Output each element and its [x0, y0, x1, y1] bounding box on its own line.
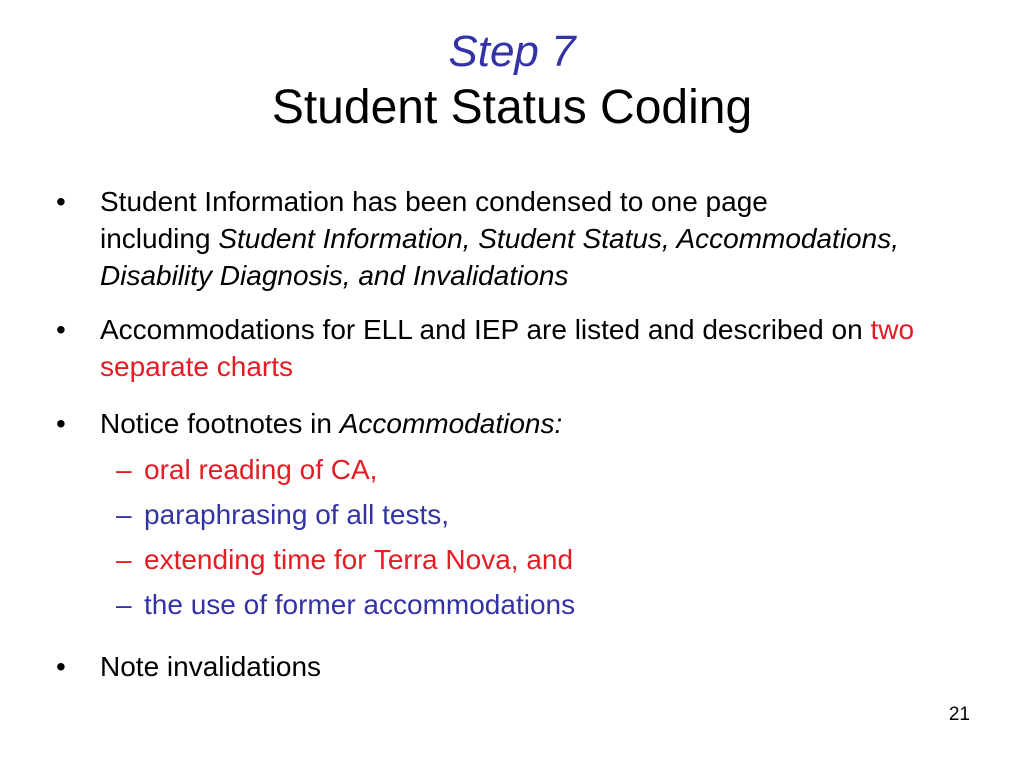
- bullet-item-footnotes: [56, 405, 986, 442]
- sub-item-oral-reading: [100, 447, 986, 492]
- sub-item-text: extending time for Terra Nova, and: [144, 544, 574, 575]
- bullet-item-student-information: [56, 183, 986, 294]
- footnote-sublist: [56, 447, 986, 627]
- sub-item-paraphrasing: [100, 492, 986, 537]
- title-step: Step 7: [448, 27, 576, 76]
- bullet-item-accommodations: [56, 311, 986, 385]
- title-main: Student Status Coding: [271, 81, 753, 134]
- sub-item-text: the use of former accommodations: [144, 589, 576, 620]
- slide-title: [0, 26, 1024, 138]
- sub-item-extending-time: [100, 537, 986, 582]
- sub-item-text: paraphrasing of all tests,: [144, 499, 450, 530]
- bullet-text-italic: Accommodations:: [339, 408, 563, 439]
- sub-item-former-accommodations: [100, 582, 986, 627]
- bullet-text-italic: Student Information, Student Status, Accommodations, Disability Diagnosis, and Invalidations: [100, 223, 899, 291]
- bullet-text: Student Information has been condensed to one page: [100, 186, 768, 217]
- sub-marker: –: [116, 499, 132, 530]
- bullet-marker: •: [56, 651, 66, 682]
- sub-marker: –: [116, 544, 132, 575]
- bullet-marker: •: [56, 408, 66, 439]
- bullet-text: Accommodations for ELL and IEP are listed and described on: [100, 314, 871, 345]
- bullet-list: [56, 183, 986, 685]
- bullet-item-invalidations: [56, 648, 986, 685]
- sub-marker: –: [116, 454, 132, 485]
- bullet-text: Note invalidations: [100, 651, 322, 682]
- bullet-marker: •: [56, 186, 66, 217]
- bullet-text-lead: including: [100, 223, 219, 254]
- sub-item-text: oral reading of CA,: [144, 454, 378, 485]
- bullet-marker: •: [56, 314, 66, 345]
- sub-marker: –: [116, 589, 132, 620]
- bullet-text: Notice footnotes in: [100, 408, 340, 439]
- bullet-highlight: two separate charts: [100, 314, 915, 382]
- page-number: 21: [948, 704, 970, 725]
